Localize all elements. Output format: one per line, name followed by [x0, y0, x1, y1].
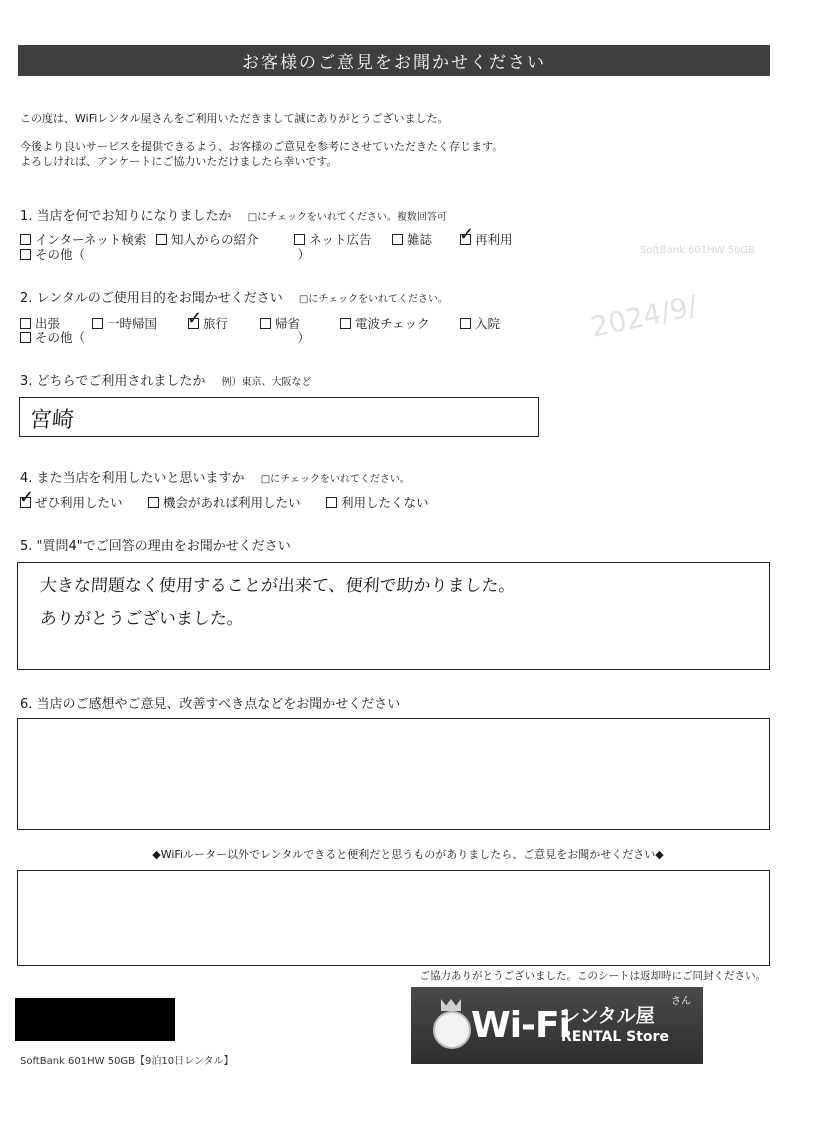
- question-5-label: 5. "質問4"でご回答の理由をお聞かせください: [20, 539, 291, 554]
- checkbox-checked[interactable]: [187, 307, 203, 329]
- mascot-icon: [433, 1011, 471, 1049]
- option-use-if-chance[interactable]: [148, 493, 326, 511]
- check-mark-icon: ✓: [459, 223, 475, 245]
- option-label: 出張: [35, 316, 61, 331]
- option-label: 一時帰国: [107, 316, 158, 331]
- question-4-label: 4. また当店を利用したいと思いますか: [20, 471, 245, 486]
- checkbox[interactable]: [260, 318, 271, 329]
- checkbox-checked[interactable]: [459, 223, 475, 245]
- option-label: 利用したくない: [341, 495, 429, 510]
- option-hospitalization[interactable]: [460, 314, 500, 332]
- intro-line-1: この度は、WiFiレンタル屋さんをご利用いただきまして誠にありがとうございました。: [20, 112, 449, 125]
- question-1-label: 1. 当店を何でお知りになりましたか: [20, 209, 232, 224]
- bleed-through-model: SoftBank 601HW 50GB: [640, 245, 756, 256]
- checkbox[interactable]: [460, 318, 471, 329]
- question-6: [20, 693, 400, 712]
- option-label: ぜひ利用したい: [35, 495, 123, 510]
- option-label: 電波チェック: [355, 316, 430, 331]
- page-title: お客様のご意見をお聞かせください: [18, 45, 770, 76]
- option-other-label: その他（ ）: [35, 330, 311, 345]
- question-1: [20, 205, 447, 224]
- checkbox[interactable]: [20, 234, 31, 245]
- thanks-note: ご協力ありがとうございました。このシートは返却時にご同封ください。: [419, 970, 766, 982]
- checkbox[interactable]: [20, 332, 31, 343]
- question-3-label: 3. どちらでご利用されましたか: [20, 374, 206, 389]
- option-label: 再利用: [475, 232, 513, 247]
- checkbox[interactable]: [92, 318, 103, 329]
- option-label: インターネット検索: [35, 232, 147, 247]
- option-label: ネット広告: [309, 232, 372, 247]
- intro-line-3: よろしければ、アンケートにご協力いただけましたら幸いです。: [20, 155, 338, 168]
- option-label: 知人からの紹介: [171, 232, 259, 247]
- crown-icon: [441, 999, 461, 1011]
- extra-rental-prompt: ◆WiFiルーター以外でレンタルできると便利だと思うものがありましたら、ご意見をお聞かせください◆: [152, 848, 664, 861]
- option-label: 機会があれば利用したい: [163, 495, 301, 510]
- option-repeat-use[interactable]: [459, 223, 513, 248]
- bleed-through-date: 2024/9/: [587, 289, 701, 344]
- checkbox[interactable]: [20, 318, 31, 329]
- extra-rental-answer-box[interactable]: [17, 870, 770, 966]
- question-4-options: [19, 486, 429, 511]
- redacted-block: [15, 998, 175, 1041]
- question-6-answer-box[interactable]: [17, 718, 770, 830]
- question-5-answer-line-1: 大きな問題なく使用することが出来て、便利で助かりました。: [39, 576, 517, 596]
- question-2-label: 2. レンタルのご使用目的をお聞かせください: [20, 291, 283, 306]
- checkbox[interactable]: [392, 234, 403, 245]
- question-2-other[interactable]: [20, 328, 310, 346]
- logo-wifi-text: Wi-Fi: [471, 1005, 570, 1046]
- question-2-note: □にチェックをいれてください。: [298, 294, 448, 305]
- question-2: [20, 287, 448, 306]
- question-3: [20, 370, 312, 389]
- logo-en-text: RENTAL Store: [561, 1029, 669, 1045]
- option-definitely-use[interactable]: [19, 486, 148, 511]
- logo-san-text: さん: [671, 996, 691, 1007]
- option-magazine[interactable]: [392, 230, 460, 248]
- checkbox[interactable]: [156, 234, 167, 245]
- option-label: 帰省: [275, 316, 301, 331]
- option-label: 雑誌: [407, 232, 433, 247]
- intro-line-2: 今後より良いサービスを提供できるよう、お客様のご意見を参考にさせていただきたく存じます。: [20, 140, 504, 153]
- checkbox-checked[interactable]: [19, 486, 35, 508]
- question-6-label: 6. 当店のご感想やご意見、改善すべき点などをお聞かせください: [20, 697, 401, 712]
- question-5-answer-line-2: ありがとうございました。: [39, 609, 245, 629]
- question-1-other[interactable]: [20, 245, 310, 263]
- store-logo: [411, 987, 703, 1064]
- question-5: [20, 535, 291, 554]
- question-3-answer-box[interactable]: [19, 397, 539, 437]
- checkbox[interactable]: [20, 249, 31, 260]
- question-1-note: □にチェックをいれてください。複数回答可: [247, 212, 447, 223]
- checkbox[interactable]: [148, 497, 159, 508]
- option-would-not-use[interactable]: [326, 493, 429, 511]
- option-other-label: その他（ ）: [35, 247, 311, 262]
- checkbox[interactable]: [326, 497, 337, 508]
- logo-jp-text: レンタル屋: [561, 1005, 655, 1027]
- checkbox[interactable]: [340, 318, 351, 329]
- question-4-note: □にチェックをいれてください。: [260, 474, 410, 485]
- option-label: 旅行: [203, 316, 229, 331]
- check-mark-icon: ✓: [187, 307, 203, 329]
- check-mark-icon: ✓: [19, 486, 35, 508]
- option-signal-check[interactable]: [340, 314, 460, 332]
- checkbox[interactable]: [294, 234, 305, 245]
- question-3-answer: 宮崎: [28, 408, 75, 433]
- device-plan-label: SoftBank 601HW 50GB【9泊10日レンタル】: [20, 1056, 234, 1067]
- option-label: 入院: [475, 316, 501, 331]
- question-3-note: 例）東京、大阪など: [221, 377, 312, 388]
- question-4: [20, 467, 410, 486]
